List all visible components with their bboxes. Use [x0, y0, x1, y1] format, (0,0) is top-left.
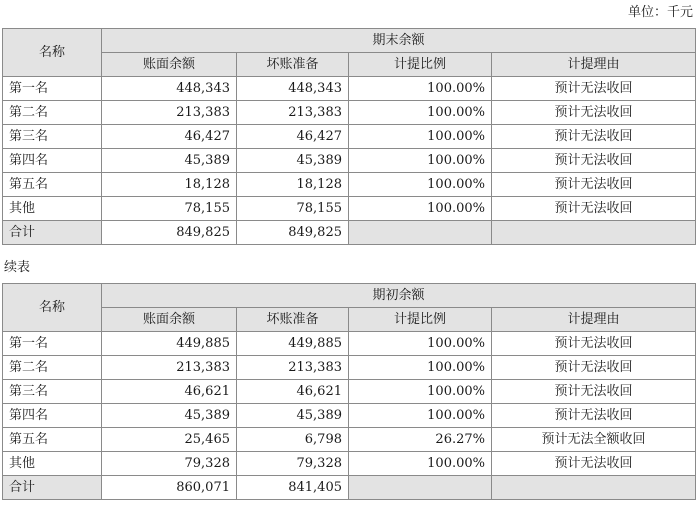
reason-cell: 预计无法全额收回 — [492, 428, 696, 452]
table-subheader-row — [3, 53, 696, 77]
total-book-balance: 860,071 — [102, 476, 237, 500]
reason-cell: 预计无法收回 — [492, 173, 696, 197]
total-provision: 849,825 — [237, 221, 349, 245]
book-balance-cell: 18,128 — [102, 173, 237, 197]
reason-cell: 预计无法收回 — [492, 452, 696, 476]
provision-cell: 78,155 — [237, 197, 349, 221]
reason-header: 计提理由 — [492, 53, 696, 77]
provision-cell: 6,798 — [237, 428, 349, 452]
table-row — [3, 332, 696, 356]
reason-cell: 预计无法收回 — [492, 380, 696, 404]
provision-cell: 213,383 — [237, 356, 349, 380]
table-row — [3, 356, 696, 380]
book-balance-cell: 46,621 — [102, 380, 237, 404]
table-row — [3, 380, 696, 404]
table-row — [3, 173, 696, 197]
ratio-cell: 100.00% — [349, 125, 492, 149]
ratio-header: 计提比例 — [349, 53, 492, 77]
book-balance-cell: 213,383 — [102, 101, 237, 125]
total-reason-empty — [492, 476, 696, 500]
ratio-cell: 100.00% — [349, 197, 492, 221]
table-row — [3, 197, 696, 221]
row-name: 第五名 — [3, 173, 102, 197]
provision-cell: 45,389 — [237, 404, 349, 428]
reason-cell: 预计无法收回 — [492, 125, 696, 149]
ending-balance-table — [2, 28, 696, 245]
book-balance-cell: 448,343 — [102, 77, 237, 101]
group-title-header: 期初余额 — [102, 284, 696, 308]
row-name: 第三名 — [3, 380, 102, 404]
row-name: 第二名 — [3, 356, 102, 380]
total-ratio-empty — [349, 476, 492, 500]
total-book-balance: 849,825 — [102, 221, 237, 245]
book-balance-cell: 45,389 — [102, 149, 237, 173]
reason-cell: 预计无法收回 — [492, 332, 696, 356]
table-row — [3, 149, 696, 173]
reason-cell: 预计无法收回 — [492, 197, 696, 221]
provision-cell: 46,427 — [237, 125, 349, 149]
ratio-cell: 100.00% — [349, 149, 492, 173]
row-name: 第三名 — [3, 125, 102, 149]
name-header: 名称 — [3, 29, 102, 77]
provision-cell: 45,389 — [237, 149, 349, 173]
book-balance-cell: 213,383 — [102, 356, 237, 380]
table-header-row — [3, 284, 696, 308]
table-row — [3, 77, 696, 101]
reason-cell: 预计无法收回 — [492, 356, 696, 380]
name-header: 名称 — [3, 284, 102, 332]
book-balance-header: 账面余额 — [102, 53, 237, 77]
total-reason-empty — [492, 221, 696, 245]
continued-label: 续表 — [4, 260, 31, 275]
table-row — [3, 428, 696, 452]
ratio-cell: 100.00% — [349, 452, 492, 476]
group-title-header: 期末余额 — [102, 29, 696, 53]
total-provision: 841,405 — [237, 476, 349, 500]
reason-cell: 预计无法收回 — [492, 101, 696, 125]
row-name: 第四名 — [3, 149, 102, 173]
provision-cell: 449,885 — [237, 332, 349, 356]
reason-cell: 预计无法收回 — [492, 404, 696, 428]
reason-header: 计提理由 — [492, 308, 696, 332]
table-subheader-row — [3, 308, 696, 332]
book-balance-cell: 25,465 — [102, 428, 237, 452]
book-balance-cell: 79,328 — [102, 452, 237, 476]
ratio-cell: 100.00% — [349, 404, 492, 428]
ratio-cell: 100.00% — [349, 332, 492, 356]
reason-cell: 预计无法收回 — [492, 77, 696, 101]
row-name: 第四名 — [3, 404, 102, 428]
provision-cell: 18,128 — [237, 173, 349, 197]
ratio-cell: 100.00% — [349, 380, 492, 404]
total-row — [3, 221, 696, 245]
table-row — [3, 452, 696, 476]
unit-label: 单位：千元 — [627, 5, 693, 20]
book-balance-cell: 45,389 — [102, 404, 237, 428]
provision-cell: 448,343 — [237, 77, 349, 101]
provision-cell: 213,383 — [237, 101, 349, 125]
book-balance-cell: 78,155 — [102, 197, 237, 221]
ratio-cell: 100.00% — [349, 101, 492, 125]
provision-header: 坏账准备 — [237, 53, 349, 77]
ratio-header: 计提比例 — [349, 308, 492, 332]
table-row — [3, 101, 696, 125]
table-header-row — [3, 29, 696, 53]
reason-cell: 预计无法收回 — [492, 149, 696, 173]
provision-header: 坏账准备 — [237, 308, 349, 332]
provision-cell: 79,328 — [237, 452, 349, 476]
row-name: 其他 — [3, 452, 102, 476]
row-name: 其他 — [3, 197, 102, 221]
beginning-balance-table — [2, 283, 696, 500]
total-ratio-empty — [349, 221, 492, 245]
ratio-cell: 100.00% — [349, 173, 492, 197]
table-row — [3, 125, 696, 149]
book-balance-header: 账面余额 — [102, 308, 237, 332]
provision-cell: 46,621 — [237, 380, 349, 404]
ratio-cell: 26.27% — [349, 428, 492, 452]
book-balance-cell: 46,427 — [102, 125, 237, 149]
total-row — [3, 476, 696, 500]
ratio-cell: 100.00% — [349, 77, 492, 101]
row-name: 第一名 — [3, 332, 102, 356]
row-name: 第二名 — [3, 101, 102, 125]
total-label: 合计 — [3, 476, 102, 500]
row-name: 第一名 — [3, 77, 102, 101]
ratio-cell: 100.00% — [349, 356, 492, 380]
book-balance-cell: 449,885 — [102, 332, 237, 356]
table-row — [3, 404, 696, 428]
row-name: 第五名 — [3, 428, 102, 452]
total-label: 合计 — [3, 221, 102, 245]
